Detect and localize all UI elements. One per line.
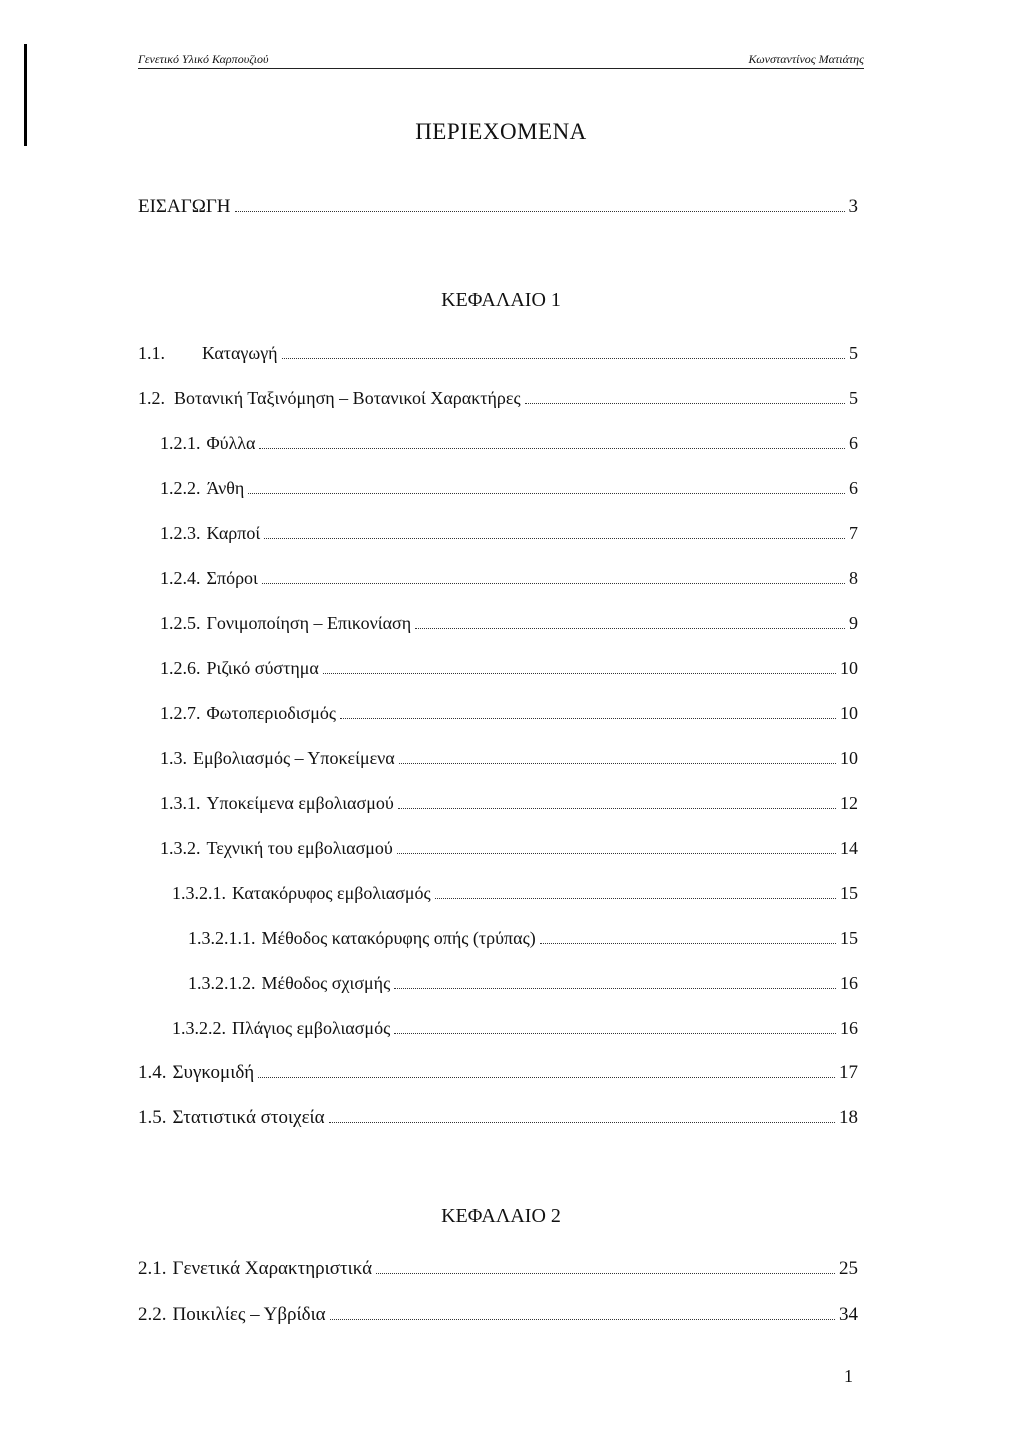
toc-title: Γενετικά Χαρακτηριστικά (172, 1258, 373, 1279)
toc-title: Τεχνική του εμβολιασμού (206, 838, 393, 858)
leader-dots (540, 943, 836, 944)
toc-title: Άνθη (206, 478, 245, 498)
toc-page: 10 (840, 658, 858, 678)
toc-title: Ποικιλίες – Υβρίδια (172, 1304, 326, 1325)
toc-title: Βοτανική Ταξινόμηση – Βοτανικοί Χαρακτήρες (174, 388, 521, 408)
toc-number: 1.3.2.1.1. (188, 928, 256, 948)
toc-title: Μέθοδος κατακόρυφης οπής (τρύπας) (261, 928, 536, 948)
toc-entry[interactable] (160, 702, 858, 724)
toc-page: 5 (849, 388, 858, 408)
toc-page: 7 (849, 523, 858, 543)
leader-dots (394, 1033, 836, 1034)
toc-entry[interactable] (188, 972, 858, 994)
leader-dots (329, 1122, 835, 1123)
toc-page: 8 (849, 568, 858, 588)
toc-number: 1.3. (160, 748, 187, 768)
toc-label: ΕΙΣΑΓΩΓΗ (138, 196, 231, 217)
toc-number: 1.2.5. (160, 613, 201, 633)
toc-entry[interactable] (160, 612, 858, 634)
toc-number: 1.4. (138, 1062, 167, 1083)
toc-number: 1.2.4. (160, 568, 201, 588)
toc-title: Καρποί (206, 523, 261, 543)
toc-page: 15 (840, 883, 858, 903)
toc-page: 14 (840, 838, 858, 858)
toc-page: 9 (849, 613, 858, 633)
page-title: ΠΕΡΙΕΧΟΜΕΝΑ (415, 119, 587, 144)
chapter-1-heading: ΚΕΦΑΛΑΙΟ 1 (441, 289, 561, 311)
toc-page: 17 (839, 1062, 858, 1083)
toc-entry[interactable] (138, 1304, 858, 1326)
toc-page: 25 (839, 1258, 858, 1279)
toc-title: Κατακόρυφος εμβολιασμός (232, 883, 431, 903)
toc-number: 1.3.1. (160, 793, 201, 813)
leader-dots (397, 853, 836, 854)
toc-entry[interactable] (188, 927, 858, 949)
header-author: Κωνσταντίνος Ματιάτης (748, 52, 864, 66)
toc-intro[interactable] (138, 196, 858, 218)
leader-dots (340, 718, 836, 719)
toc-title: Γονιμοποίηση – Επικονίαση (206, 613, 412, 633)
toc-page: 16 (840, 1018, 858, 1038)
toc-page: 12 (840, 793, 858, 813)
leader-dots (264, 538, 845, 539)
chapter-2-heading: ΚΕΦΑΛΑΙΟ 2 (441, 1205, 561, 1227)
toc-title: Σπόροι (206, 568, 258, 588)
toc-number: 2.1. (138, 1258, 167, 1279)
toc-entry[interactable] (138, 1258, 858, 1280)
leader-dots (258, 1077, 835, 1078)
toc-entry[interactable] (160, 567, 858, 589)
margin-rule (24, 44, 27, 146)
toc-number: 1.3.2.1.2. (188, 973, 256, 993)
toc-entry[interactable] (138, 1107, 858, 1129)
toc-title: Καταγωγή (202, 343, 278, 363)
toc-page: 3 (848, 196, 858, 217)
toc-number: 1.3.2. (160, 838, 201, 858)
toc-entry[interactable] (138, 387, 858, 409)
toc-title: Στατιστικά στοιχεία (172, 1107, 325, 1128)
toc-title: Φύλλα (206, 433, 256, 453)
leader-dots (394, 988, 836, 989)
toc-title: Εμβολιασμός – Υποκείμενα (193, 748, 395, 768)
leader-dots (415, 628, 845, 629)
leader-dots (323, 673, 836, 674)
toc-entry[interactable] (160, 747, 858, 769)
toc-title: Ριζικό σύστημα (206, 658, 319, 678)
toc-number: 1.2.2. (160, 478, 201, 498)
toc-title: Υποκείμενα εμβολιασμού (206, 793, 394, 813)
toc-page: 6 (849, 478, 858, 498)
toc-page: 34 (839, 1304, 858, 1325)
page-number: 1 (844, 1366, 853, 1386)
toc-number: 1.2.6. (160, 658, 201, 678)
toc-number: 1.2. (138, 388, 165, 408)
toc-entry[interactable] (160, 432, 858, 454)
leader-dots (282, 358, 845, 359)
toc-entry[interactable] (160, 657, 858, 679)
leader-dots (330, 1319, 835, 1320)
leader-dots (376, 1273, 835, 1274)
toc-entry[interactable] (138, 342, 858, 364)
toc-number: 1.2.3. (160, 523, 201, 543)
toc-page: 18 (839, 1107, 858, 1128)
running-header (138, 52, 864, 69)
toc-number: 2.2. (138, 1304, 167, 1325)
toc-entry[interactable] (172, 882, 858, 904)
leader-dots (259, 448, 845, 449)
toc-page: 15 (840, 928, 858, 948)
leader-dots (435, 898, 836, 899)
toc-number: 1.3.2.1. (172, 883, 226, 903)
toc-page: 10 (840, 703, 858, 723)
toc-entry[interactable] (138, 1062, 858, 1084)
toc-title: Μέθοδος σχισμής (261, 973, 391, 993)
leader-dots (399, 763, 836, 764)
toc-number: 1.2.1. (160, 433, 201, 453)
toc-entry[interactable] (160, 522, 858, 544)
leader-dots (262, 583, 845, 584)
toc-page: 16 (840, 973, 858, 993)
toc-number: 1.5. (138, 1107, 167, 1128)
toc-title: Φωτοπεριοδισμός (206, 703, 337, 723)
toc-page: 10 (840, 748, 858, 768)
toc-entry[interactable] (160, 792, 858, 814)
leader-dots (525, 403, 845, 404)
leader-dots (398, 808, 836, 809)
toc-number: 1.1. (138, 343, 165, 363)
leader-dots (235, 211, 845, 212)
toc-entry[interactable] (160, 477, 858, 499)
toc-page: 5 (849, 343, 858, 363)
toc-number: 1.2.7. (160, 703, 201, 723)
leader-dots (248, 493, 845, 494)
header-title: Γενετικό Υλικό Καρπουζιού (138, 52, 269, 66)
toc-title: Συγκομιδή (172, 1062, 255, 1083)
toc-entry[interactable] (172, 1017, 858, 1039)
toc-page: 6 (849, 433, 858, 453)
toc-title: Πλάγιος εμβολιασμός (232, 1018, 391, 1038)
toc-entry[interactable] (160, 837, 858, 859)
toc-number: 1.3.2.2. (172, 1018, 226, 1038)
